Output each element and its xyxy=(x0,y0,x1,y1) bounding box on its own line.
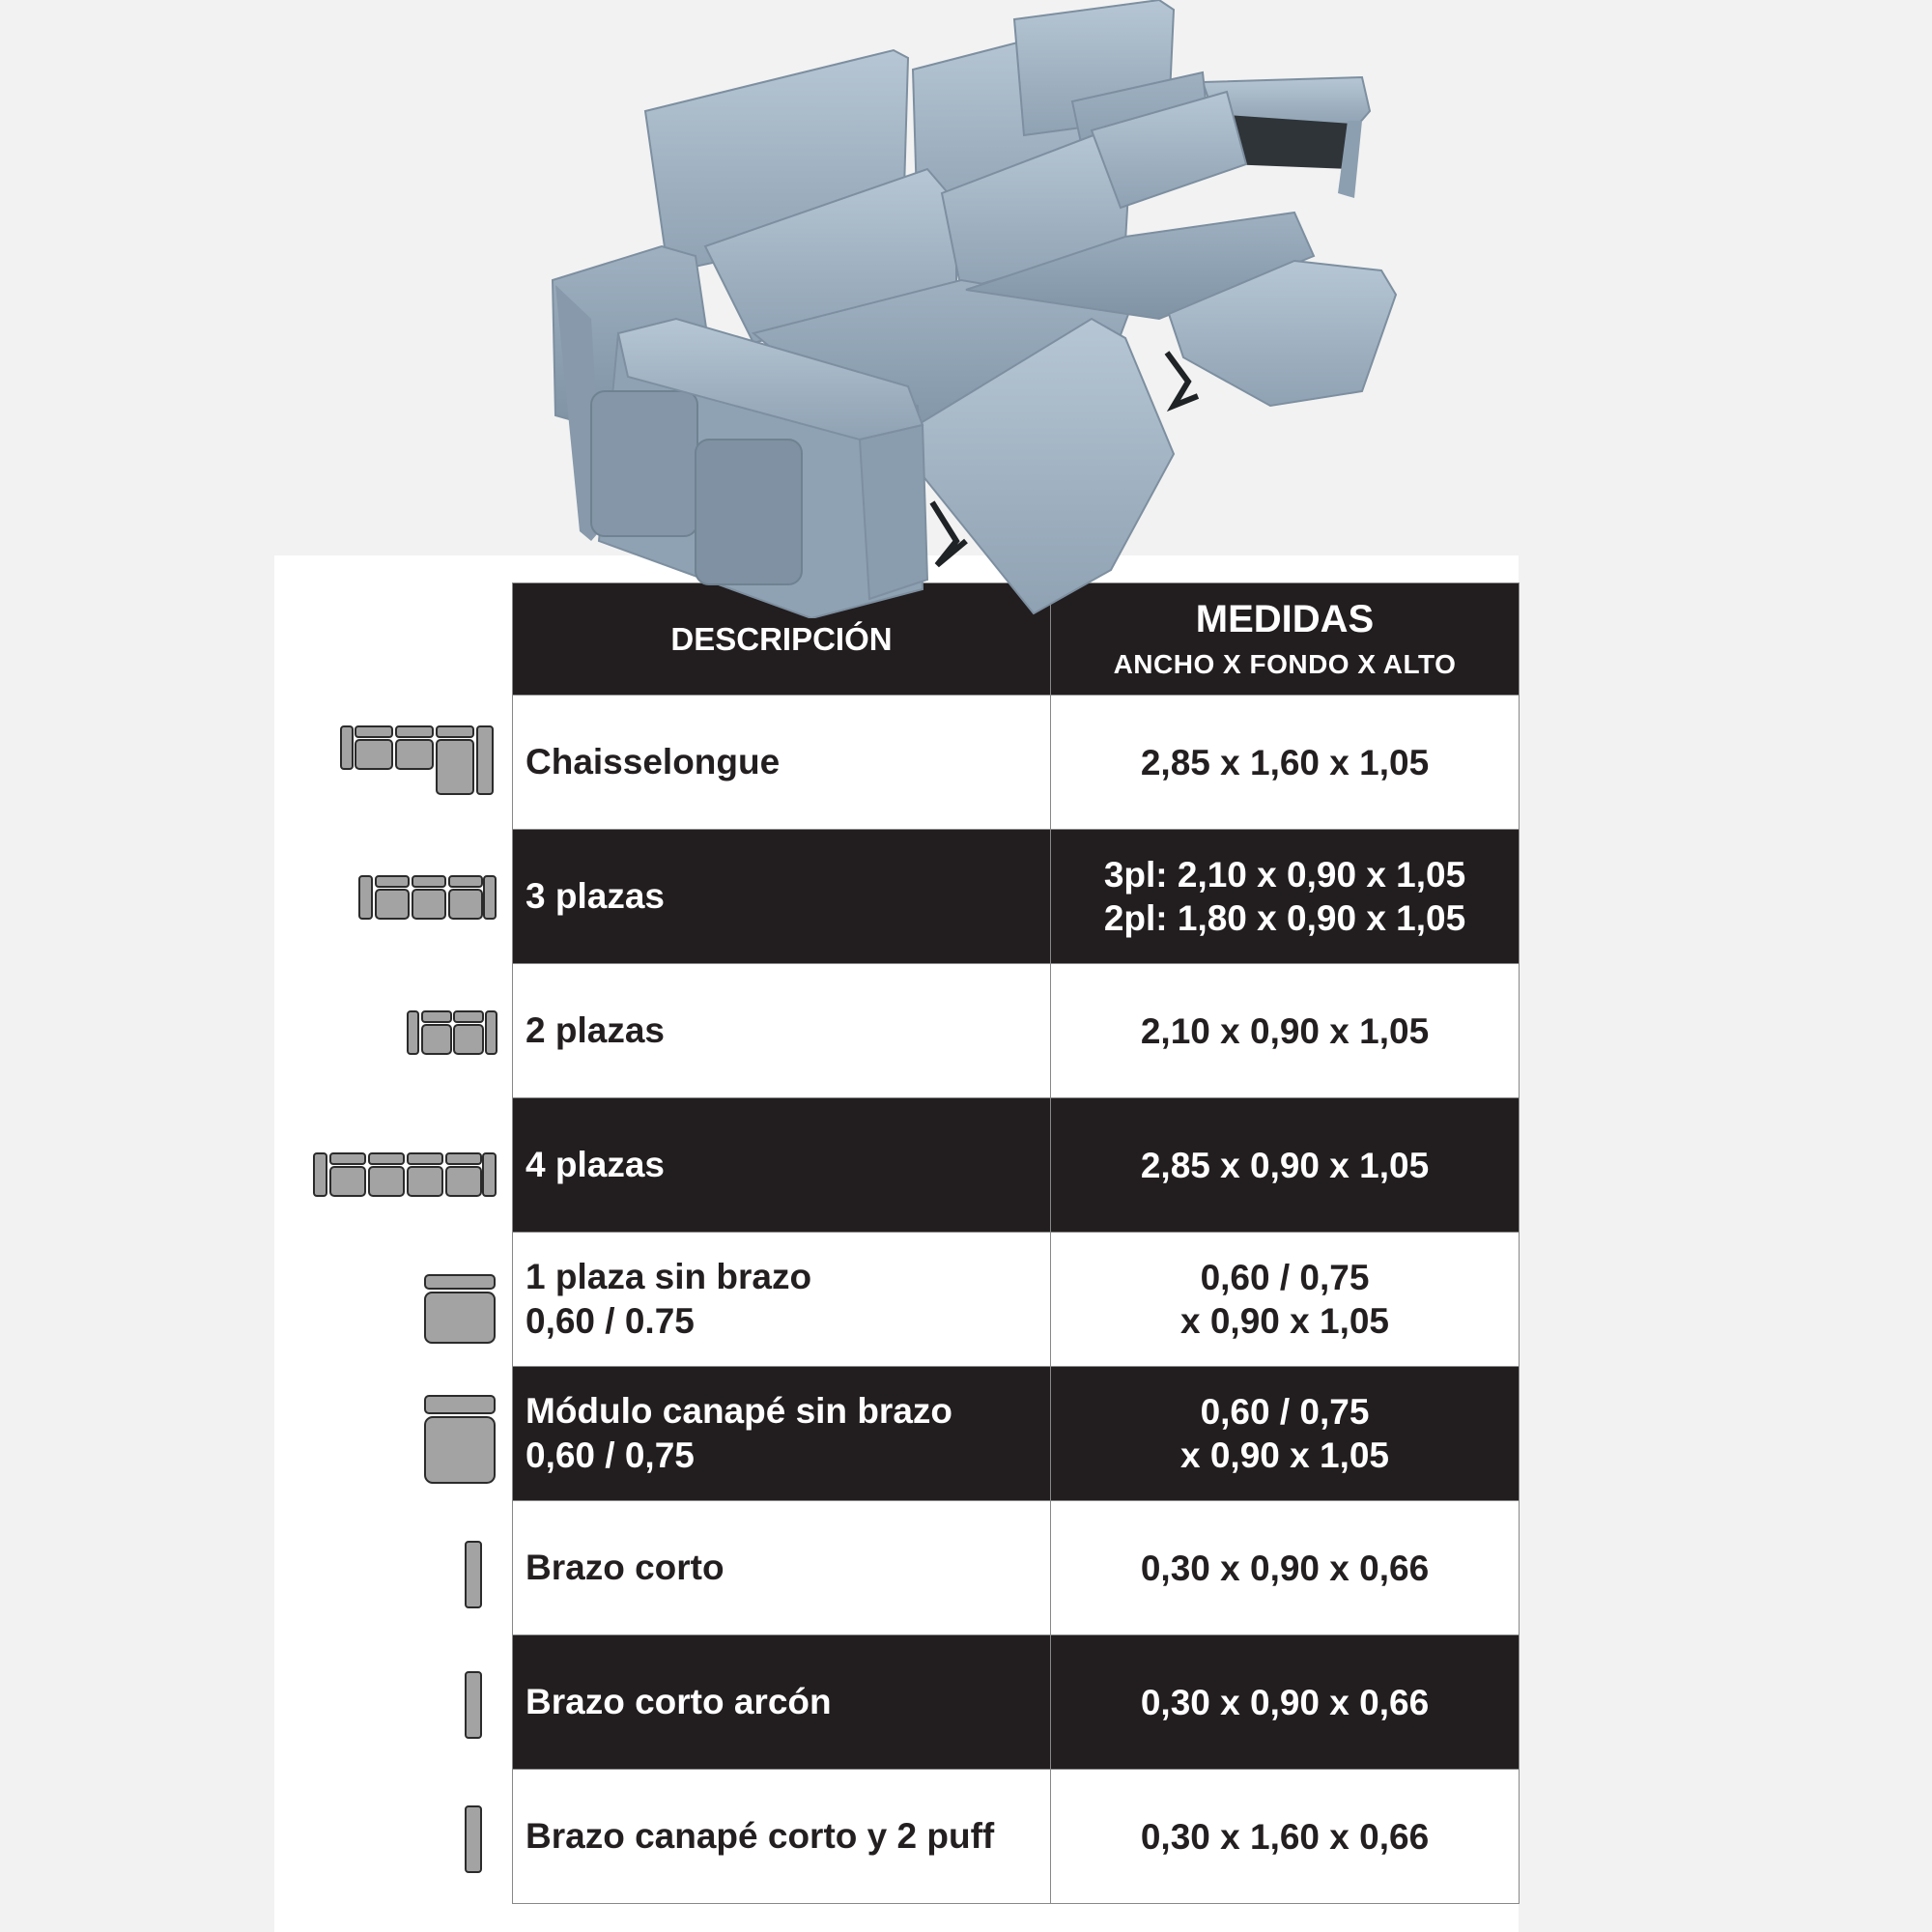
row-description xyxy=(513,830,1051,964)
row-description xyxy=(513,1501,1051,1635)
single-seat-module-icon xyxy=(423,1273,497,1345)
measures-subtitle: ANCHO X FONDO X ALTO xyxy=(1113,648,1457,679)
row-description-line: 3 plazas xyxy=(526,876,665,916)
row-description xyxy=(513,1098,1051,1233)
row-description-line: Brazo corto xyxy=(526,1548,724,1587)
row-measures xyxy=(1051,1635,1520,1770)
three-seat-sofa-icon xyxy=(358,874,497,921)
measures-title: MEDIDAS xyxy=(1195,597,1375,640)
description-header: DESCRIPCIÓN xyxy=(513,583,1051,696)
reclining-sofa-image xyxy=(541,0,1410,618)
table-row xyxy=(513,1233,1520,1367)
table-row xyxy=(513,830,1520,964)
table-row xyxy=(513,964,1520,1098)
row-description-line: 0,60 / 0,75 xyxy=(526,1435,695,1475)
row-description-line: Brazo corto arcón xyxy=(526,1682,832,1721)
row-measures xyxy=(1051,1233,1520,1367)
row-measure-line: 0,30 x 0,90 x 0,66 xyxy=(1140,1548,1430,1588)
row-measure-line: 0,30 x 1,60 x 0,66 xyxy=(1140,1816,1430,1857)
row-description-line: Módulo canapé sin brazo xyxy=(526,1391,952,1431)
row-measure-line: x 0,90 x 1,05 xyxy=(1179,1301,1390,1341)
row-description-line: 2 plazas xyxy=(526,1010,665,1050)
row-measure-line: 3pl: 2,10 x 0,90 x 1,05 xyxy=(1103,855,1466,895)
row-measure-line: 0,30 x 0,90 x 0,66 xyxy=(1140,1682,1430,1722)
row-measure-line: 2,85 x 1,60 x 1,05 xyxy=(1140,742,1430,782)
row-measures xyxy=(1051,1770,1520,1904)
row-description xyxy=(513,696,1051,830)
storage-arm-puff-icon xyxy=(464,1804,483,1874)
row-measures xyxy=(1051,696,1520,830)
table-row xyxy=(513,1635,1520,1770)
chaiselongue-icon xyxy=(340,724,497,796)
row-measure-line: x 0,90 x 1,05 xyxy=(1179,1435,1390,1475)
row-measure-line: 0,60 / 0,75 xyxy=(1200,1392,1370,1432)
row-description xyxy=(513,964,1051,1098)
row-description-line: Chaisselongue xyxy=(526,742,781,781)
table-row xyxy=(513,1501,1520,1635)
row-measures xyxy=(1051,1098,1520,1233)
row-description xyxy=(513,1367,1051,1501)
row-measures xyxy=(1051,964,1520,1098)
four-seat-sofa-icon xyxy=(313,1151,497,1198)
table-row xyxy=(513,1770,1520,1904)
two-seat-sofa-icon xyxy=(407,1009,497,1056)
row-measures xyxy=(1051,830,1520,964)
table-row xyxy=(513,1367,1520,1501)
row-description-line: 4 plazas xyxy=(526,1145,665,1184)
table-row xyxy=(513,1098,1520,1233)
row-description xyxy=(513,1635,1051,1770)
row-measure-line: 2,85 x 0,90 x 1,05 xyxy=(1140,1145,1430,1185)
short-arm-icon xyxy=(464,1540,483,1609)
row-measure-line: 2pl: 1,80 x 0,90 x 1,05 xyxy=(1103,898,1466,938)
row-description xyxy=(513,1233,1051,1367)
row-measures xyxy=(1051,1501,1520,1635)
row-description xyxy=(513,1770,1051,1904)
row-description-line: 0,60 / 0.75 xyxy=(526,1301,695,1341)
row-measures xyxy=(1051,1367,1520,1501)
table-row xyxy=(513,696,1520,830)
short-arm-chest-icon xyxy=(464,1670,483,1740)
row-description-line: 1 plaza sin brazo xyxy=(526,1257,812,1296)
storage-module-icon xyxy=(423,1394,497,1485)
row-measure-line: 0,60 / 0,75 xyxy=(1200,1258,1370,1297)
row-measure-line: 2,10 x 0,90 x 1,05 xyxy=(1140,1010,1430,1051)
row-description-line: Brazo canapé corto y 2 puff xyxy=(526,1816,995,1856)
measurements-table xyxy=(512,582,1520,1904)
